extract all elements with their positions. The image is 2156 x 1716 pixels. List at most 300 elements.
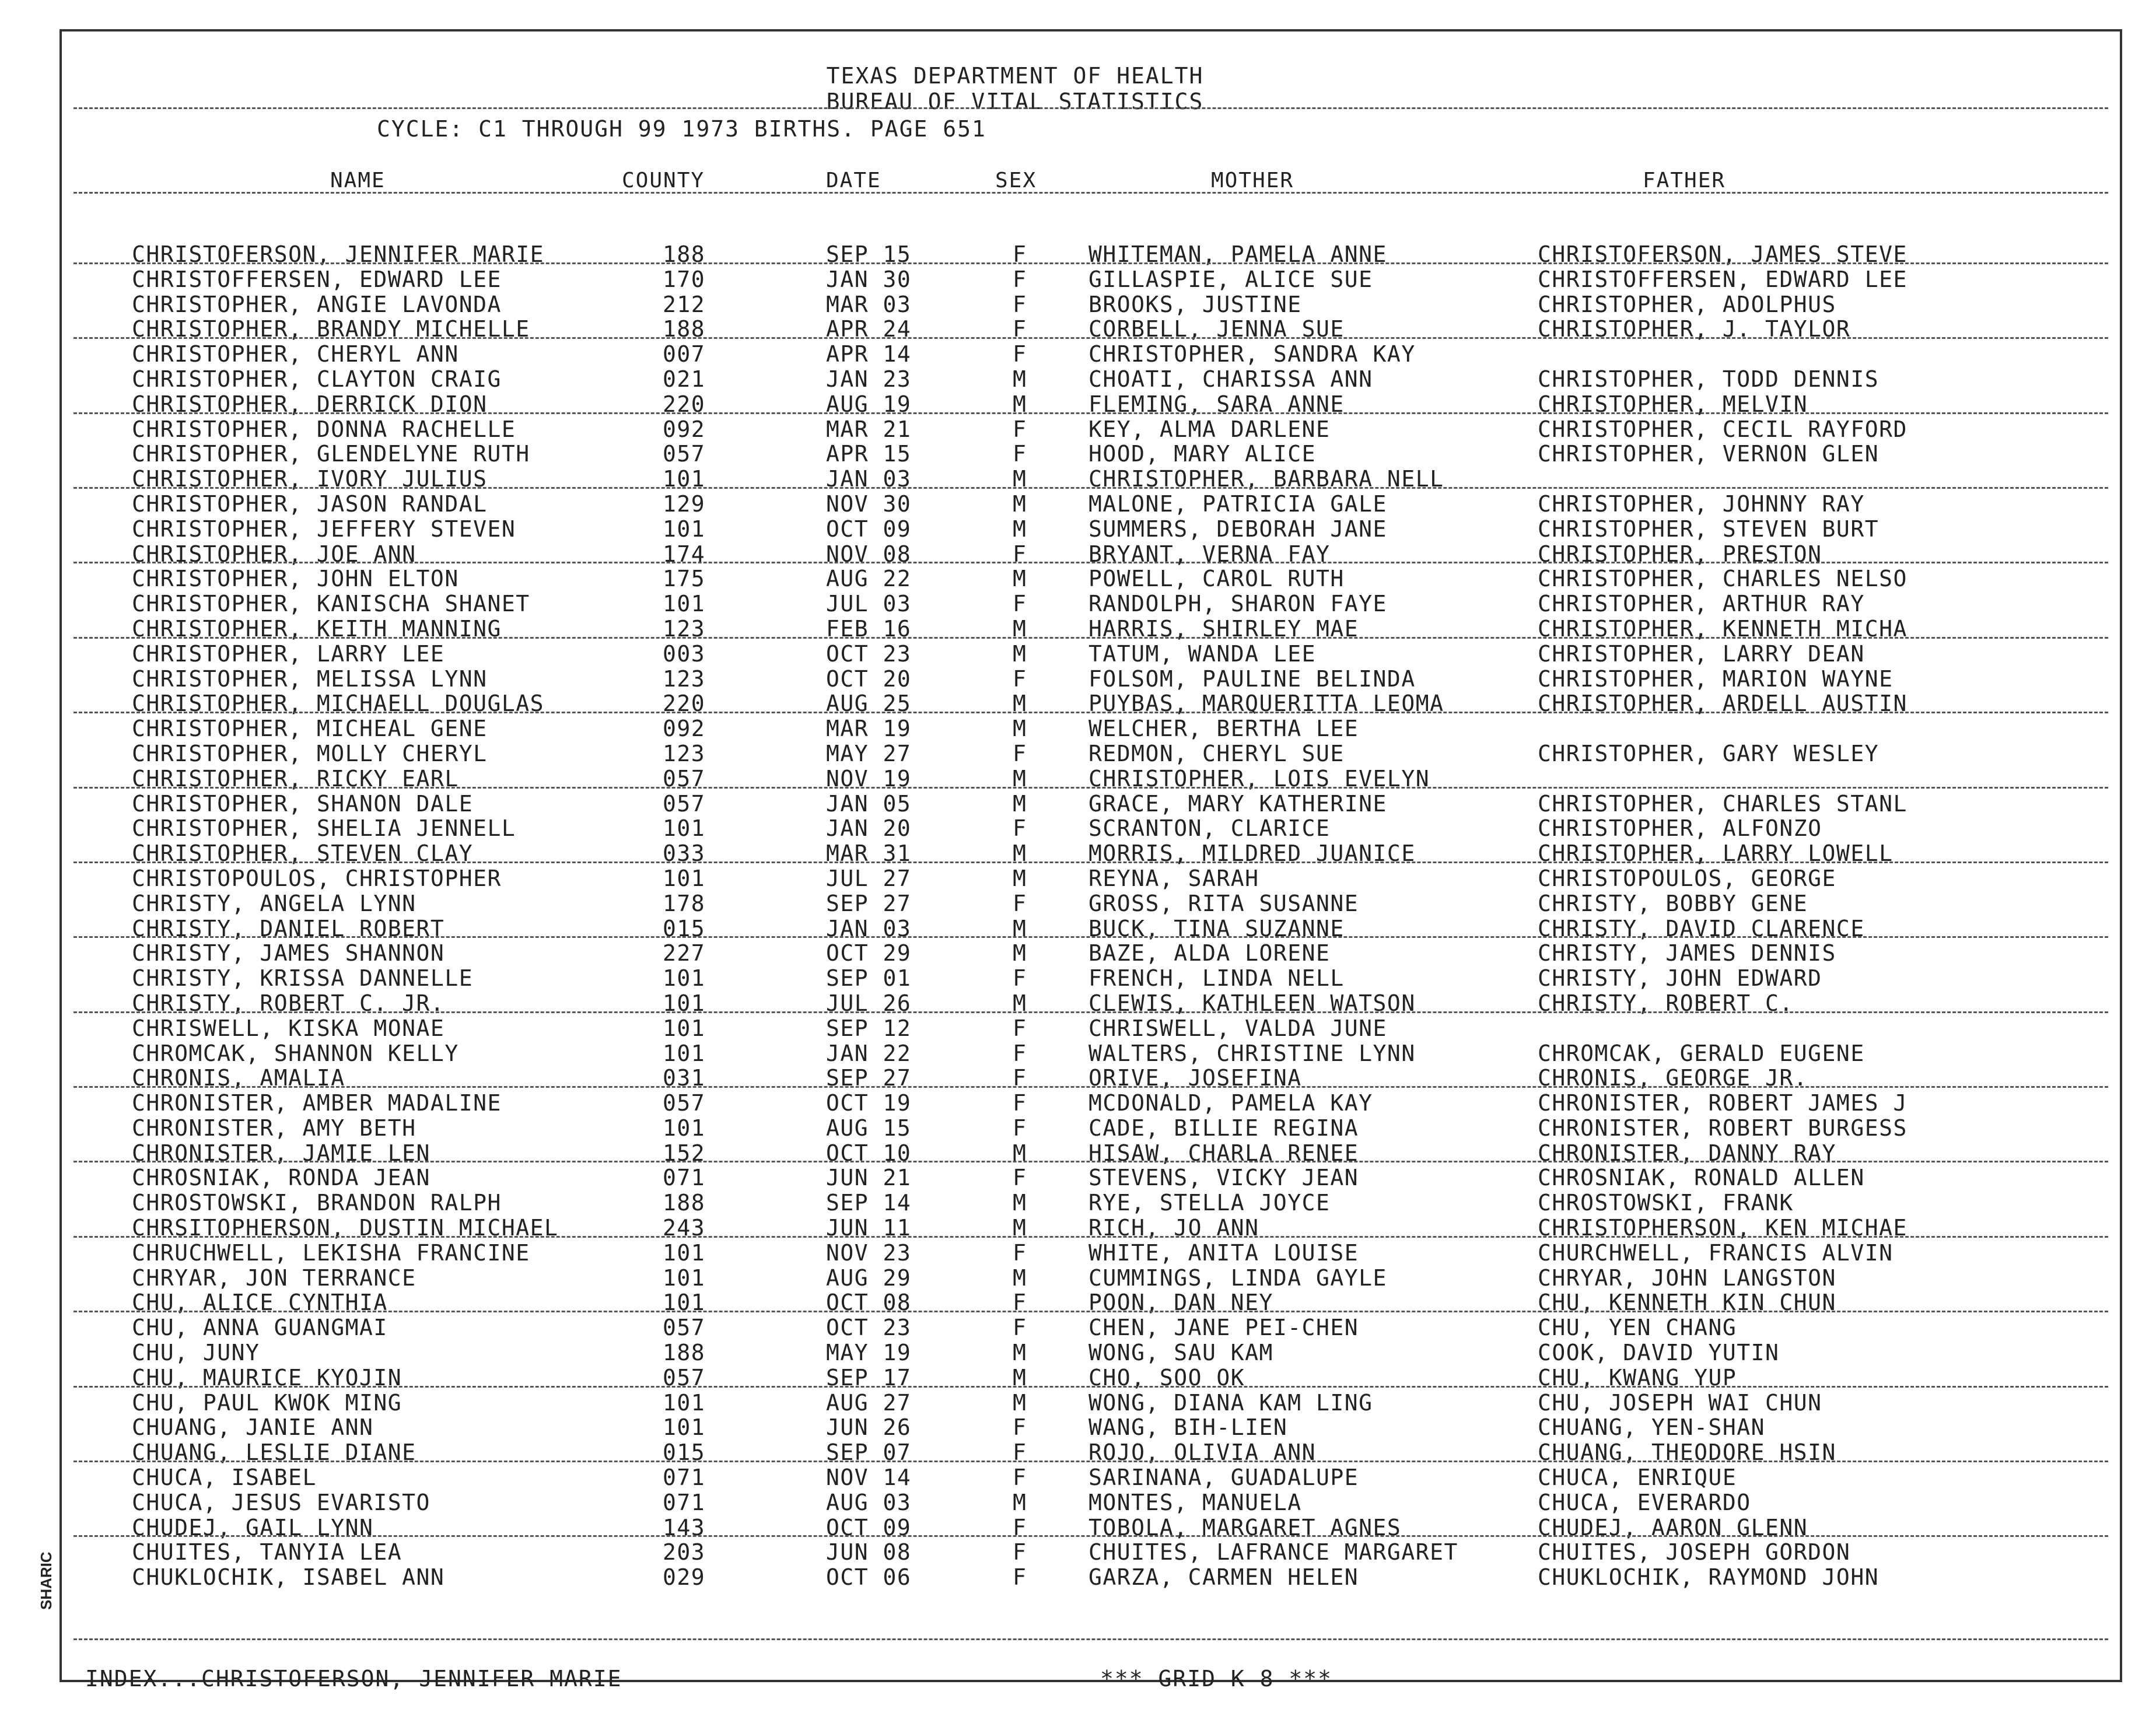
record-date: SEP 27 xyxy=(826,1065,912,1091)
record-county: 101 xyxy=(663,990,706,1016)
record-father: CHUITES, JOSEPH GORDON xyxy=(1538,1539,1851,1566)
record-sex: F xyxy=(1013,815,1027,842)
record-father: CHRISTY, ROBERT C. xyxy=(1538,990,1794,1016)
record-county: 123 xyxy=(663,666,706,692)
record-mother: WHITEMAN, PAMELA ANNE xyxy=(1088,241,1387,267)
record-father: CHRISTOPHER, GARY WESLEY xyxy=(1538,740,1880,766)
record-mother: SARINANA, GUADALUPE xyxy=(1088,1465,1359,1491)
record-mother: FOLSOM, PAULINE BELINDA xyxy=(1088,666,1416,692)
record-mother: RYE, STELLA JOYCE xyxy=(1088,1190,1331,1216)
record-sex: F xyxy=(1013,541,1027,567)
record-date: SEP 01 xyxy=(826,965,912,992)
record-name: CHRISTOPOULOS, CHRISTOPHER xyxy=(132,865,502,891)
record-name: CHRISTOPHER, STEVEN CLAY xyxy=(132,841,474,867)
record-county: 007 xyxy=(663,341,706,367)
record-date: APR 15 xyxy=(826,441,912,467)
record-county: 188 xyxy=(663,316,706,342)
record-sex: M xyxy=(1013,466,1027,492)
record-county: 220 xyxy=(663,691,706,717)
record-father: CHRISTOFFERSEN, EDWARD LEE xyxy=(1538,266,1908,292)
record-father: CHUANG, THEODORE HSIN xyxy=(1538,1440,1836,1466)
record-county: 101 xyxy=(663,815,706,842)
record-row xyxy=(62,1365,2120,1390)
record-county: 129 xyxy=(663,491,706,517)
record-date: MAR 19 xyxy=(826,716,912,742)
record-row xyxy=(62,1190,2120,1215)
title-line-1: TEXAS DEPARTMENT OF HEALTH xyxy=(826,63,1204,89)
record-row xyxy=(62,940,2120,965)
record-name: CHRONISTER, AMY BETH xyxy=(132,1115,416,1141)
record-mother: CHOATI, CHARISSA ANN xyxy=(1088,366,1373,392)
record-county: 033 xyxy=(663,841,706,867)
record-mother: SUMMERS, DEBORAH JANE xyxy=(1088,516,1387,542)
record-name: CHU, PAUL KWOK MING xyxy=(132,1389,402,1416)
record-father: CHRISTOPHER, KENNETH MICHA xyxy=(1538,615,1908,642)
record-county: 170 xyxy=(663,266,706,292)
record-date: JUN 08 xyxy=(826,1539,912,1566)
record-mother: BROOKS, JUSTINE xyxy=(1088,291,1302,317)
record-date: JUL 26 xyxy=(826,990,912,1016)
record-sex: F xyxy=(1013,1465,1027,1491)
record-mother: GROSS, RITA SUSANNE xyxy=(1088,890,1359,916)
col-header-date: DATE xyxy=(826,169,881,192)
record-county: 188 xyxy=(663,1190,706,1216)
record-name: CHUCA, JESUS EVARISTO xyxy=(132,1489,430,1515)
record-county: 031 xyxy=(663,1065,706,1091)
record-sex: F xyxy=(1013,291,1027,317)
record-name: CHRISTOPHER, LARRY LEE xyxy=(132,640,445,667)
record-mother: ORIVE, JOSEFINA xyxy=(1088,1065,1302,1091)
record-row xyxy=(62,666,2120,691)
record-name: CHUITES, TANYIA LEA xyxy=(132,1539,402,1566)
record-father: CHRISTOFERSON, JAMES STEVE xyxy=(1538,241,1908,267)
record-county: 220 xyxy=(663,391,706,417)
record-county: 212 xyxy=(663,291,706,317)
record-name: CHRISTOPHER, DERRICK DION xyxy=(132,391,488,417)
record-mother: SCRANTON, CLARICE xyxy=(1088,815,1331,842)
record-sex: F xyxy=(1013,1514,1027,1540)
record-name: CHU, MAURICE KYOJIN xyxy=(132,1364,402,1391)
record-name: CHRISTOPHER, DONNA RACHELLE xyxy=(132,416,516,442)
record-father: CHRISTOPHER, LARRY DEAN xyxy=(1538,640,1865,667)
record-date: AUG 22 xyxy=(826,566,912,592)
record-row xyxy=(62,566,2120,591)
record-father: CHRISTY, BOBBY GENE xyxy=(1538,890,1808,916)
record-name: CHRISTOPHER, SHANON DALE xyxy=(132,790,474,817)
record-sex: F xyxy=(1013,1315,1027,1341)
record-county: 101 xyxy=(663,1389,706,1416)
record-county: 123 xyxy=(663,740,706,766)
record-sex: M xyxy=(1013,1190,1027,1216)
record-father: CHRISTOPHER, MARION WAYNE xyxy=(1538,666,1894,692)
record-name: CHRISTOFERSON, JENNIFER MARIE xyxy=(132,241,544,267)
record-father: CHRISTOPHER, J. TAYLOR xyxy=(1538,316,1851,342)
row-rule xyxy=(74,562,2108,563)
record-name: CHRISTOPHER, SHELIA JENNELL xyxy=(132,815,516,842)
record-date: MAY 27 xyxy=(826,740,912,766)
record-row xyxy=(62,1290,2120,1315)
record-sex: F xyxy=(1013,1115,1027,1141)
record-mother: MCDONALD, PAMELA KAY xyxy=(1088,1090,1373,1116)
footer-rule xyxy=(74,1638,2108,1640)
record-mother: POWELL, CAROL RUTH xyxy=(1088,566,1345,592)
record-county: 015 xyxy=(663,915,706,941)
record-name: CHRISTY, ANGELA LYNN xyxy=(132,890,416,916)
record-sex: F xyxy=(1013,1090,1027,1116)
header-rule xyxy=(74,107,2108,109)
record-father: CHU, KENNETH KIN CHUN xyxy=(1538,1290,1836,1316)
record-sex: M xyxy=(1013,366,1027,392)
record-row xyxy=(62,267,2120,292)
record-date: SEP 12 xyxy=(826,1015,912,1041)
record-mother: WANG, BIH-LIEN xyxy=(1088,1414,1288,1441)
record-date: OCT 20 xyxy=(826,666,912,692)
record-row xyxy=(62,916,2120,941)
record-mother: CHEN, JANE PEI-CHEN xyxy=(1088,1315,1359,1341)
record-father: CHRISTOPHER, MELVIN xyxy=(1538,391,1808,417)
record-sex: M xyxy=(1013,790,1027,817)
record-father: CHRISTOPHER, CHARLES NELSO xyxy=(1538,566,1908,592)
record-row xyxy=(62,691,2120,716)
record-sex: M xyxy=(1013,915,1027,941)
record-county: 071 xyxy=(663,1489,706,1515)
record-father: CHRISTOPHER, LARRY LOWELL xyxy=(1538,841,1894,867)
record-sex: F xyxy=(1013,890,1027,916)
row-rule xyxy=(74,487,2108,489)
record-name: CHRONISTER, AMBER MADALINE xyxy=(132,1090,502,1116)
record-mother: CHRISTOPHER, LOIS EVELYN xyxy=(1088,765,1430,792)
record-county: 101 xyxy=(663,591,706,617)
record-mother: BRYANT, VERNA FAY xyxy=(1088,541,1331,567)
record-father: CHRISTOPHER, VERNON GLEN xyxy=(1538,441,1880,467)
record-sex: M xyxy=(1013,865,1027,891)
record-date: AUG 27 xyxy=(826,1389,912,1416)
record-row xyxy=(62,491,2120,516)
record-mother: STEVENS, VICKY JEAN xyxy=(1088,1165,1359,1191)
record-county: 101 xyxy=(663,1115,706,1141)
record-father: CHRONISTER, ROBERT BURGESS xyxy=(1538,1115,1908,1141)
record-date: SEP 14 xyxy=(826,1190,912,1216)
record-county: 071 xyxy=(663,1165,706,1191)
record-county: 101 xyxy=(663,1414,706,1441)
record-date: JAN 20 xyxy=(826,815,912,842)
record-county: 101 xyxy=(663,865,706,891)
record-father: CHUCA, EVERARDO xyxy=(1538,1489,1751,1515)
record-father: CHRISTY, JOHN EDWARD xyxy=(1538,965,1822,992)
record-mother: REYNA, SARAH xyxy=(1088,865,1259,891)
record-sex: F xyxy=(1013,416,1027,442)
record-name: CHRISTY, JAMES SHANNON xyxy=(132,940,445,966)
record-date: SEP 07 xyxy=(826,1440,912,1466)
record-sex: F xyxy=(1013,441,1027,467)
record-county: 092 xyxy=(663,416,706,442)
record-date: JUN 11 xyxy=(826,1215,912,1241)
record-mother: WELCHER, BERTHA LEE xyxy=(1088,716,1359,742)
row-rule xyxy=(74,262,2108,264)
record-father: COOK, DAVID YUTIN xyxy=(1538,1340,1780,1366)
record-date: NOV 08 xyxy=(826,541,912,567)
record-name: CHRISTY, KRISSA DANNELLE xyxy=(132,965,474,992)
record-father: CHRISTOPHER, PRESTON xyxy=(1538,541,1822,567)
col-header-name: NAME xyxy=(330,169,386,192)
record-father: CHUANG, YEN-SHAN xyxy=(1538,1414,1766,1441)
record-mother: TATUM, WANDA LEE xyxy=(1088,640,1317,667)
record-county: 101 xyxy=(663,466,706,492)
record-row xyxy=(62,1015,2120,1041)
record-mother: WALTERS, CHRISTINE LYNN xyxy=(1088,1040,1416,1066)
record-mother: TOBOLA, MARGARET AGNES xyxy=(1088,1514,1402,1540)
record-sex: F xyxy=(1013,1440,1027,1466)
record-mother: FLEMING, SARA ANNE xyxy=(1088,391,1345,417)
column-header-rule xyxy=(74,192,2108,194)
record-sex: M xyxy=(1013,940,1027,966)
record-date: JUL 27 xyxy=(826,865,912,891)
record-mother: GILLASPIE, ALICE SUE xyxy=(1088,266,1373,292)
row-rule xyxy=(74,1161,2108,1162)
record-date: AUG 03 xyxy=(826,1489,912,1515)
record-sex: M xyxy=(1013,765,1027,792)
record-name: CHU, ANNA GUANGMAI xyxy=(132,1315,388,1341)
record-row xyxy=(62,1490,2120,1515)
record-row xyxy=(62,391,2120,416)
row-rule xyxy=(74,1386,2108,1388)
record-sex: F xyxy=(1013,1290,1027,1316)
record-date: JAN 30 xyxy=(826,266,912,292)
record-county: 203 xyxy=(663,1539,706,1566)
side-label: SHARIC xyxy=(37,1552,55,1610)
record-row xyxy=(62,341,2120,366)
record-name: CHRISWELL, KISKA MONAE xyxy=(132,1015,445,1041)
record-father: CHRISTOPHER, TODD DENNIS xyxy=(1538,366,1880,392)
record-name: CHROSTOWSKI, BRANDON RALPH xyxy=(132,1190,502,1216)
record-mother: FRENCH, LINDA NELL xyxy=(1088,965,1345,992)
record-sex: M xyxy=(1013,716,1027,742)
col-header-sex: SEX xyxy=(995,169,1037,192)
record-name: CHRISTOPHER, JASON RANDAL xyxy=(132,491,488,517)
record-name: CHU, JUNY xyxy=(132,1340,260,1366)
record-sex: M xyxy=(1013,1265,1027,1291)
record-date: OCT 23 xyxy=(826,1315,912,1341)
record-father: CHRISTOPOULOS, GEORGE xyxy=(1538,865,1836,891)
record-sex: F xyxy=(1013,965,1027,992)
record-sex: M xyxy=(1013,566,1027,592)
record-date: JAN 03 xyxy=(826,915,912,941)
record-county: 101 xyxy=(663,1040,706,1066)
record-date: JUN 26 xyxy=(826,1414,912,1441)
record-date: MAR 21 xyxy=(826,416,912,442)
record-sex: M xyxy=(1013,1140,1027,1166)
record-father: CHRISTOPHER, ARTHUR RAY xyxy=(1538,591,1865,617)
record-name: CHRISTOPHER, JOE ANN xyxy=(132,541,416,567)
record-father: CHRONISTER, DANNY RAY xyxy=(1538,1140,1836,1166)
record-father: CHRONISTER, ROBERT JAMES J xyxy=(1538,1090,1908,1116)
record-mother: REDMON, CHERYL SUE xyxy=(1088,740,1345,766)
record-row xyxy=(62,815,2120,841)
record-name: CHUCA, ISABEL xyxy=(132,1465,317,1491)
record-row xyxy=(62,990,2120,1015)
record-county: 178 xyxy=(663,890,706,916)
record-row xyxy=(62,466,2120,491)
record-mother: RICH, JO ANN xyxy=(1088,1215,1259,1241)
row-rule xyxy=(74,1086,2108,1088)
record-county: 057 xyxy=(663,1364,706,1391)
record-county: 071 xyxy=(663,1465,706,1491)
record-name: CHRISTOPHER, MOLLY CHERYL xyxy=(132,740,488,766)
record-mother: MORRIS, MILDRED JUANICE xyxy=(1088,841,1416,867)
record-row xyxy=(62,616,2120,641)
record-county: 003 xyxy=(663,640,706,667)
record-father: CHU, JOSEPH WAI CHUN xyxy=(1538,1389,1822,1416)
record-date: OCT 23 xyxy=(826,640,912,667)
record-county: 152 xyxy=(663,1140,706,1166)
record-father: CHRISTOPHER, JOHNNY RAY xyxy=(1538,491,1865,517)
record-sex: M xyxy=(1013,615,1027,642)
record-county: 101 xyxy=(663,1015,706,1041)
record-date: OCT 29 xyxy=(826,940,912,966)
record-sex: F xyxy=(1013,1414,1027,1441)
record-name: CHRISTOPHER, KEITH MANNING xyxy=(132,615,502,642)
row-rule xyxy=(74,1461,2108,1462)
record-county: 092 xyxy=(663,716,706,742)
record-row xyxy=(62,316,2120,341)
record-sex: M xyxy=(1013,990,1027,1016)
record-date: SEP 17 xyxy=(826,1364,912,1391)
record-sex: F xyxy=(1013,591,1027,617)
record-date: JAN 03 xyxy=(826,466,912,492)
records-list xyxy=(62,241,2120,1589)
record-mother: WONG, DIANA KAM LING xyxy=(1088,1389,1373,1416)
record-father: CHRISTOPHER, CHARLES STANL xyxy=(1538,790,1908,817)
record-county: 123 xyxy=(663,615,706,642)
record-father: CHRISTOPHER, ADOLPHUS xyxy=(1538,291,1836,317)
record-date: NOV 19 xyxy=(826,765,912,792)
record-sex: F xyxy=(1013,1239,1027,1266)
record-name: CHRISTOPHER, ANGIE LAVONDA xyxy=(132,291,502,317)
record-sex: M xyxy=(1013,1215,1027,1241)
record-date: AUG 29 xyxy=(826,1265,912,1291)
row-rule xyxy=(74,337,2108,339)
record-name: CHUKLOCHIK, ISABEL ANN xyxy=(132,1564,445,1591)
record-date: JUN 21 xyxy=(826,1165,912,1191)
record-date: OCT 08 xyxy=(826,1290,912,1316)
record-father: CHU, YEN CHANG xyxy=(1538,1315,1737,1341)
record-row xyxy=(62,1165,2120,1190)
record-date: NOV 30 xyxy=(826,491,912,517)
record-county: 101 xyxy=(663,1290,706,1316)
record-date: NOV 23 xyxy=(826,1239,912,1266)
record-county: 175 xyxy=(663,566,706,592)
record-name: CHUANG, JANIE ANN xyxy=(132,1414,374,1441)
record-date: APR 14 xyxy=(826,341,912,367)
record-sex: M xyxy=(1013,1364,1027,1391)
record-name: CHRISTOPHER, KANISCHA SHANET xyxy=(132,591,530,617)
record-county: 174 xyxy=(663,541,706,567)
record-row xyxy=(62,766,2120,791)
record-county: 015 xyxy=(663,1440,706,1466)
record-sex: F xyxy=(1013,1539,1027,1566)
record-sex: M xyxy=(1013,1489,1027,1515)
record-county: 057 xyxy=(663,441,706,467)
record-date: AUG 19 xyxy=(826,391,912,417)
record-name: CHRYAR, JON TERRANCE xyxy=(132,1265,416,1291)
record-row xyxy=(62,1041,2120,1066)
row-rule xyxy=(74,1236,2108,1238)
record-row xyxy=(62,1215,2120,1240)
record-row xyxy=(62,741,2120,766)
record-date: NOV 14 xyxy=(826,1465,912,1491)
record-county: 188 xyxy=(663,241,706,267)
record-father: CHRISTOPHER, STEVEN BURT xyxy=(1538,516,1880,542)
record-mother: CHRISTOPHER, BARBARA NELL xyxy=(1088,466,1444,492)
record-row xyxy=(62,366,2120,391)
record-date: OCT 10 xyxy=(826,1140,912,1166)
record-father: CHURCHWELL, FRANCIS ALVIN xyxy=(1538,1239,1894,1266)
record-sex: F xyxy=(1013,341,1027,367)
record-mother: CORBELL, JENNA SUE xyxy=(1088,316,1345,342)
record-name: CHRISTOPHER, MELISSA LYNN xyxy=(132,666,488,692)
record-father: CHUKLOCHIK, RAYMOND JOHN xyxy=(1538,1564,1880,1591)
record-sex: F xyxy=(1013,1040,1027,1066)
title-line-2: BUREAU OF VITAL STATISTICS xyxy=(826,89,1204,114)
record-name: CHUANG, LESLIE DIANE xyxy=(132,1440,416,1466)
row-rule xyxy=(74,787,2108,789)
record-mother: ROJO, OLIVIA ANN xyxy=(1088,1440,1317,1466)
record-father: CHUDEJ, AARON GLENN xyxy=(1538,1514,1808,1540)
record-row xyxy=(62,965,2120,990)
record-mother: RANDOLPH, SHARON FAYE xyxy=(1088,591,1387,617)
record-county: 057 xyxy=(663,1315,706,1341)
record-mother: CHRISWELL, VALDA JUNE xyxy=(1088,1015,1387,1041)
record-father: CHROSNIAK, RONALD ALLEN xyxy=(1538,1165,1865,1191)
record-name: CHRISTOPHER, IVORY JULIUS xyxy=(132,466,488,492)
record-name: CHRONISTER, JAMIE LEN xyxy=(132,1140,430,1166)
record-father: CHRISTOPHER, ARDELL AUSTIN xyxy=(1538,691,1908,717)
record-county: 143 xyxy=(663,1514,706,1540)
record-father: CHU, KWANG YUP xyxy=(1538,1364,1737,1391)
record-name: CHRISTOPHER, MICHAELL DOUGLAS xyxy=(132,691,544,717)
record-mother: POON, DAN NEY xyxy=(1088,1290,1273,1316)
record-name: CHRSITOPHERSON, DUSTIN MICHAEL xyxy=(132,1215,559,1241)
record-mother: CHUITES, LAFRANCE MARGARET xyxy=(1088,1539,1458,1566)
record-county: 101 xyxy=(663,1239,706,1266)
record-mother: GRACE, MARY KATHERINE xyxy=(1088,790,1387,817)
record-father: CHRYAR, JOHN LANGSTON xyxy=(1538,1265,1836,1291)
record-name: CHRISTOPHER, JEFFERY STEVEN xyxy=(132,516,516,542)
record-mother: CLEWIS, KATHLEEN WATSON xyxy=(1088,990,1416,1016)
record-name: CHROSNIAK, RONDA JEAN xyxy=(132,1165,430,1191)
record-county: 057 xyxy=(663,790,706,817)
record-row xyxy=(62,1265,2120,1290)
record-sex: F xyxy=(1013,666,1027,692)
record-sex: F xyxy=(1013,266,1027,292)
record-date: JAN 23 xyxy=(826,366,912,392)
cycle-line: CYCLE: C1 THROUGH 99 1973 BIRTHS. PAGE 651 xyxy=(377,116,986,142)
row-rule xyxy=(74,1311,2108,1312)
record-name: CHRISTY, ROBERT C. JR. xyxy=(132,990,445,1016)
record-father: CHRISTOPHER, ALFONZO xyxy=(1538,815,1822,842)
record-name: CHRISTOFFERSEN, EDWARD LEE xyxy=(132,266,502,292)
record-mother: CHO, SOO OK xyxy=(1088,1364,1245,1391)
record-mother: CADE, BILLIE REGINA xyxy=(1088,1115,1359,1141)
record-date: MAR 31 xyxy=(826,841,912,867)
record-row xyxy=(62,891,2120,916)
record-sex: M xyxy=(1013,491,1027,517)
record-date: OCT 09 xyxy=(826,516,912,542)
record-date: JAN 05 xyxy=(826,790,912,817)
record-father: CHRISTOPHERSON, KEN MICHAE xyxy=(1538,1215,1908,1241)
record-name: CHUDEJ, GAIL LYNN xyxy=(132,1514,374,1540)
record-name: CHRONIS, AMALIA xyxy=(132,1065,345,1091)
